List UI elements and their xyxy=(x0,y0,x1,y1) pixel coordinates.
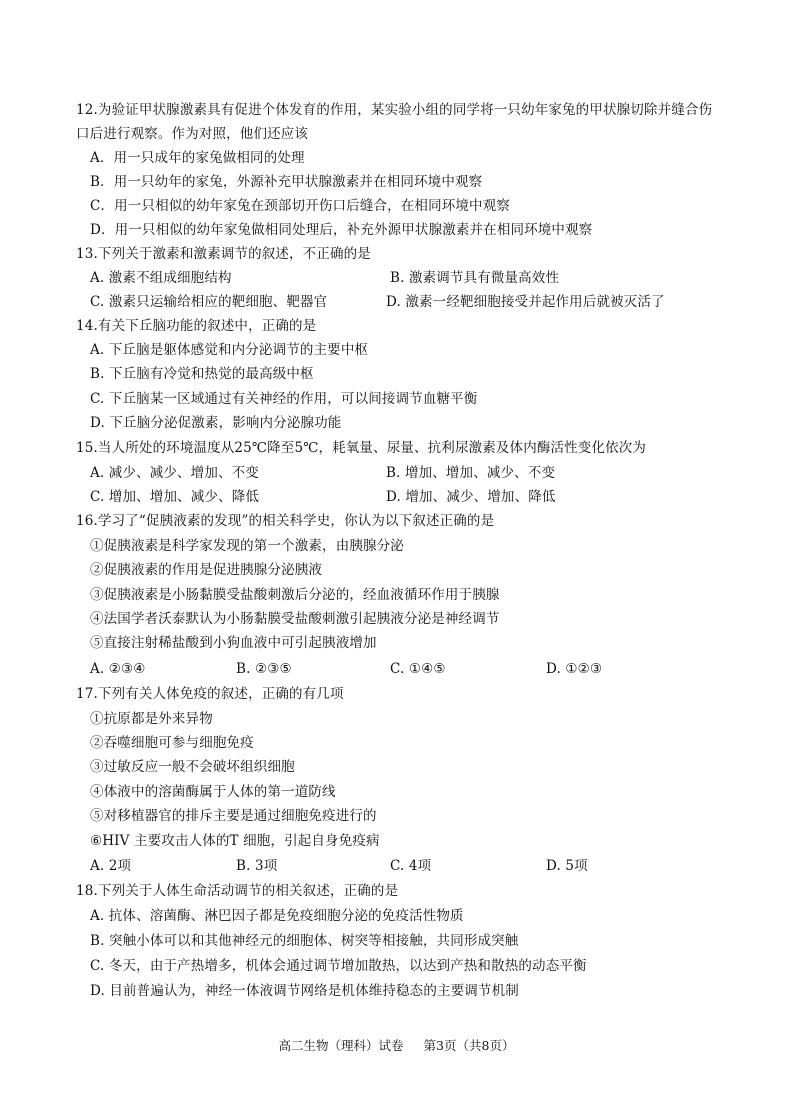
statement-4: ④体液中的溶菌酶属于人体的第一道防线 xyxy=(90,784,336,800)
question-stem: 17.下列有关人体免疫的叙述，正确的有几项 xyxy=(76,686,344,702)
option-b: B. 激素调节具有微量高效性 xyxy=(390,270,560,286)
footer-course-title: 高二生物（理科）试卷 xyxy=(278,1038,404,1053)
option-b: B. 3项 xyxy=(236,858,278,874)
option-a: A．用一只成年的家兔做相同的处理 xyxy=(90,150,305,166)
statement-3: ③过敏反应一般不会破坏组织细胞 xyxy=(90,759,295,775)
option-c: C. 冬天，由于产热增多，机体会通过调节增加散热，以达到产热和散热的动态平衡 xyxy=(90,958,587,974)
option-c: C. 下丘脑某一区域通过有关神经的作用，可以间接调节血糖平衡 xyxy=(90,391,478,407)
option-d: D. 增加、减少、增加、降低 xyxy=(386,489,556,505)
question-stem: 15.当人所处的环境温度从25℃降至5℃，耗氧量、尿量、抗利尿激素及体内酶活性变化依次为 xyxy=(76,440,647,456)
option-d: D. 目前普遍认为，神经一体液调节网络是机体维持稳态的主要调节机制 xyxy=(90,983,519,999)
option-d: D．用一只相似的幼年家兔做相同处理后，补充外源甲状腺激素并在相同环境中观察 xyxy=(90,222,593,238)
option-d: D. ①②③ xyxy=(546,661,603,677)
question-stem: 18.下列关于人体生命活动调节的相关叙述，正确的是 xyxy=(76,883,399,899)
option-a: A. ②③④ xyxy=(90,661,146,677)
option-a: A. 2项 xyxy=(90,858,132,874)
question-stem: 14.有关下丘脑功能的叙述中，正确的是 xyxy=(76,318,317,334)
option-b: B. ②③⑤ xyxy=(236,661,292,677)
option-b: B. 增加、增加、减少、不变 xyxy=(386,465,556,481)
option-c: C. 激素只运输给相应的靶细胞、靶器官 xyxy=(90,294,328,310)
option-d: D. 5项 xyxy=(546,858,588,874)
statement-2: ②吞噬细胞可参与细胞免疫 xyxy=(90,735,254,751)
page-footer xyxy=(0,1038,793,1054)
question-stem: 口后进行观察。作为对照，他们还应该 xyxy=(76,126,309,142)
option-c: C. 增加、增加、减少、降低 xyxy=(90,489,260,505)
option-a: A. 激素不组成细胞结构 xyxy=(90,270,232,286)
statement-1: ①促胰液素是科学家发现的第一个激素，由胰腺分泌 xyxy=(90,538,404,554)
footer-page-number: 第3页（共8页） xyxy=(423,1038,515,1053)
option-c: C．用一只相似的幼年家兔在颈部切开伤口后缝合，在相同环境中观察 xyxy=(90,198,510,214)
option-b: B．用一只幼年的家兔，外源补充甲状腺激素并在相同环境中观察 xyxy=(90,174,483,190)
statement-4: ④法国学者沃泰默认为小肠黏膜受盐酸刺激引起胰液分泌是神经调节 xyxy=(90,611,500,627)
statement-3: ③促胰液素是小肠黏膜受盐酸刺激后分泌的，经血液循环作用于胰腺 xyxy=(90,587,500,603)
question-stem: 13.下列关于激素和激素调节的叙述，不正确的是 xyxy=(76,246,371,262)
statement-2: ②促胰液素的作用是促进胰腺分泌胰液 xyxy=(90,562,323,578)
statement-5: ⑤对移植器官的排斥主要是通过细胞免疫进行的 xyxy=(90,808,377,824)
option-a: A. 抗体、溶菌酶、淋巴因子都是免疫细胞分泌的免疫活性物质 xyxy=(90,908,464,924)
statement-5: ⑤直接注射稀盐酸到小狗血液中可引起胰液增加 xyxy=(90,635,377,651)
question-stem: 16.学习了“促胰液素的发现”的相关科学史，你认为以下叙述正确的是 xyxy=(76,513,495,529)
option-d: D. 激素一经靶细胞接受并起作用后就被灭活了 xyxy=(386,294,665,310)
statement-6: ⑥HIV 主要攻击人体的T 细胞，引起自身免疫病 xyxy=(90,833,380,849)
statement-1: ①抗原都是外来异物 xyxy=(90,711,213,727)
option-a: A. 下丘脑是躯体感觉和内分泌调节的主要中枢 xyxy=(90,342,369,358)
option-a: A. 减少、减少、增加、不变 xyxy=(90,465,259,481)
option-c: C. 4项 xyxy=(390,858,432,874)
option-b: B. 下丘脑有冷觉和热觉的最高级中枢 xyxy=(90,366,314,382)
option-c: C. ①④⑤ xyxy=(390,661,446,677)
option-d: D. 下丘脑分泌促激素，影响内分泌腺功能 xyxy=(90,415,342,431)
option-b: B. 突触小体可以和其他神经元的细胞体、树突等相接触，共同形成突触 xyxy=(90,933,519,949)
question-stem: 12.为验证甲状腺激素具有促进个体发育的作用，某实验小组的同学将一只幼年家兔的甲状腺切除并缝合伤 xyxy=(76,102,713,118)
